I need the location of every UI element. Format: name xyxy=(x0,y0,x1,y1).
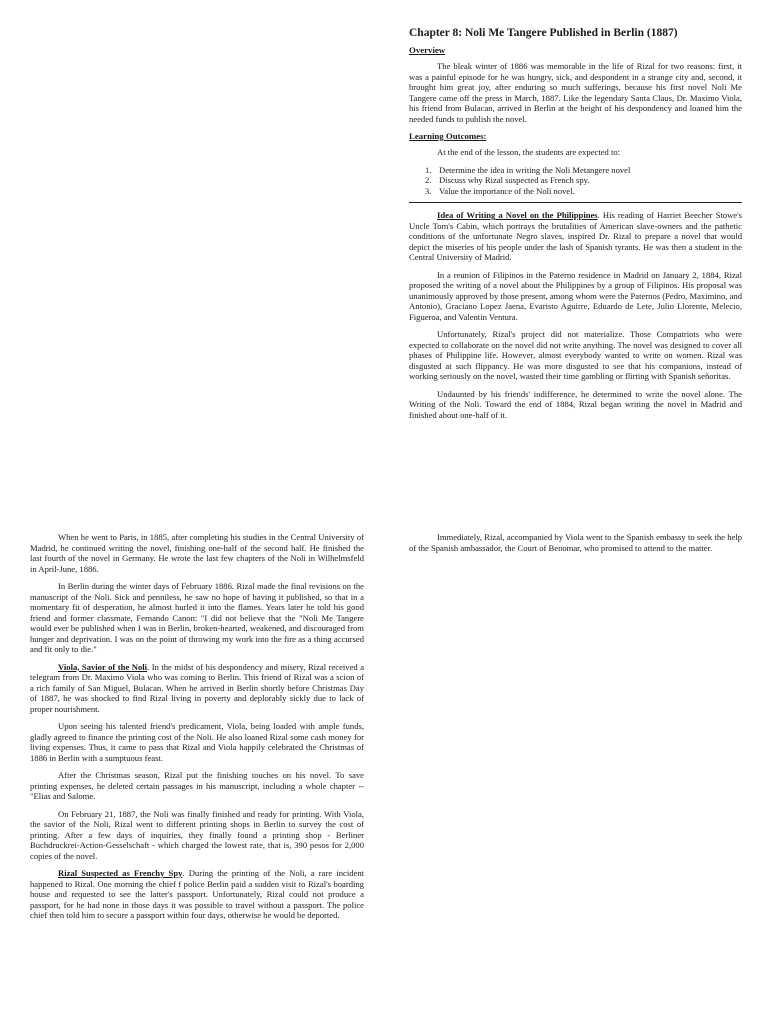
spy-heading: Rizal Suspected as Frenchy Spy xyxy=(58,868,183,878)
lower-left-column xyxy=(30,532,364,928)
paris-paragraph: When he went to Paris, in 1885, after completing his studies in the Central University of Madrid, he continued writing the novel, finishing one-half of the second half. He finished the last fourth of the novel in Germany. He wrote the last few chapters of the Noli in Wilhelmsfeld in April-June, 1886. xyxy=(30,532,364,574)
outcome-item: 3. Value the importance of the Noli novel. xyxy=(425,185,575,196)
upon-paragraph: Upon seeing his talented friend's predicament, Viola, being loaded with ample funds, gladly agreed to finance the printing cost of the Noli. He also loaned Rizal some cash money for living expenses. Thus, it came to pass that Rizal and Viola happily celebrated the Christmas of 1886 in Berlin with a sumptuous feast. xyxy=(30,721,364,763)
undaunted-paragraph: Undaunted by his friends' indifference, he determined to write the novel alone. The Writing of the Noli. Toward the end of 1884, Rizal began writing the novel in Madrid and finished about one-half of it. xyxy=(409,388,742,420)
outcomes-intro: At the end of the lesson, the students are expected to: xyxy=(437,147,621,157)
idea-heading: Idea of Writing a Novel on the Philippines xyxy=(437,210,598,220)
viola-heading: Viola, Savior of the Noli xyxy=(58,661,148,672)
unfortunately-paragraph: Unfortunately, Rizal's project did not materialize. Those Compatriots who were expected to collaborate on the novel did not write anything. The novel was designed to cover all phases of Philippine life. However, almost everybody wanted to write on women. Rizal was disgusted at such flippancy. He was more disgusted to see that his companions, instead of working seriously on the novel, wasted their time gambling or flirting with Spanish señoritas. xyxy=(409,329,742,381)
upper-right-column xyxy=(409,27,742,427)
outcome-item: 2. Discuss why Rizal suspected as French spy. xyxy=(425,175,590,185)
immediately-paragraph: Immediately, Rizal, accompanied by Viola went to the Spanish embassy to seek the help of the Spanish ambassador, the Court of Benomar, who promised to attend to the matter. xyxy=(409,532,742,553)
lower-right-column xyxy=(409,532,742,560)
overview-heading: Overview xyxy=(409,45,446,55)
chapter-title: Chapter 8: Noli Me Tangere Published in Berlin (1887) xyxy=(409,27,678,39)
outcomes-heading: Learning Outcomes: xyxy=(409,131,487,141)
reunion-paragraph: In a reunion of Filipinos in the Paterno residence in Madrid on January 2, 1884, Rizal proposed the writing of a novel about the Philippines by a group of Filipinos. His proposal was unanimously approved by those present, among whom were the Paternos (Pedro, Maximino, and Antonio), Graciano Lopez Jaena, Evaristo Aguirre, Eduardo de Lete, Julio Llorente, Melecio, Figueroa, and Valentin Ventura. xyxy=(409,269,742,322)
february-paragraph: On February 21, 1887, the Noli was finally finished and ready for printing. With Viola, the savior of the Noli, Rizal went to different printing shops in Berlin to survey the cost of printing. After a few days of inquiries, they finally found a printing shop - Berliner Buchdruckrei-Action-Gesselschaft - which charged the lowest rate, that is, 390 pesos for 2,000 copies of the novel. xyxy=(30,808,364,861)
berlin-paragraph: In Berlin during the winter days of February 1886. Rizal made the final revisions on the manuscript of the Noli. Sick and penniless, he saw no hope of having it published, so that in a momentary fit of desperation, he almost hurled it into the flames. Years later he told his good friend and former classmate, Fernando Canon: "I did not believe that the "Noli Me Tangere would ever be published when I was in Berlin, broken-hearted, weakened, and discouraged from hunger and deprivation. I was on the point of throwing my work into the fire as a thing accursed and fit only to die." xyxy=(30,581,364,654)
idea-paragraph: Idea of Writing a Novel on the Philippines. His reading of Harriet Beecher Stowe's Uncle Tom's Cabin, which portrays the brutalities of American slave-owners and the pathetic conditions of the unfortunate Negro slaves, inspired Dr. Rizal to prepare a novel that would depict the miseries of his people under the lash of Spanish tyrants. He was then a student in the Central University of Madrid. xyxy=(409,210,742,262)
outcome-item: 1. Determine the idea in writing the Noli Metangere novel xyxy=(425,164,631,175)
outcomes-list xyxy=(409,165,742,197)
spy-paragraph: Rizal Suspected as Frenchy Spy. During the printing of the Noli, a rare incident happened to Rizal. One morning the chief f police Berlin paid a sudden visit to Rizal's boarding house and requested to see the latter's passport. Unfortunately, Rizal could not produce a passport, for he had none in those days it was possible to travel without a passport. The police chief then told him to secure a passport within four days, otherwise he would be deported. xyxy=(30,868,364,920)
overview-paragraph: The bleak winter of 1886 was memorable in the life of Rizal for two reasons: first, it was a painful episode for he was hungry, sick, and despondent in a strange city and, second, it brought him great joy, after enduring so much sufferings, because his first novel Noli Me Tangere came off the press in March, 1887. Like the legendary Santa Claus, Dr. Maximo Viola, his friend from Bulacan, arrived in Berlin at the height of his despondency and loaned him the needed funds to publish the novel. xyxy=(409,61,742,124)
after-christmas-paragraph: After the Christmas season, Rizal put the finishing touches on his novel. To save printing expenses, he deleted certain passages in his manuscript, including a whole chapter -- "Elias and Salome. xyxy=(30,770,364,801)
viola-paragraph: Viola, Savior of the Noli. In the midst of his despondency and misery, Rizal received a telegram from Dr. Maximo Viola who was coming to Berlin. This friend of Rizal was a scion of a rich family of San Miguel, Bulacan. When he arrived in Berlin shortly before Christmas Day of 1887, he was shocked to find Rizal living in poverty and deplorably sickly due to lack of proper nourishment. xyxy=(30,661,365,714)
divider xyxy=(409,202,742,203)
